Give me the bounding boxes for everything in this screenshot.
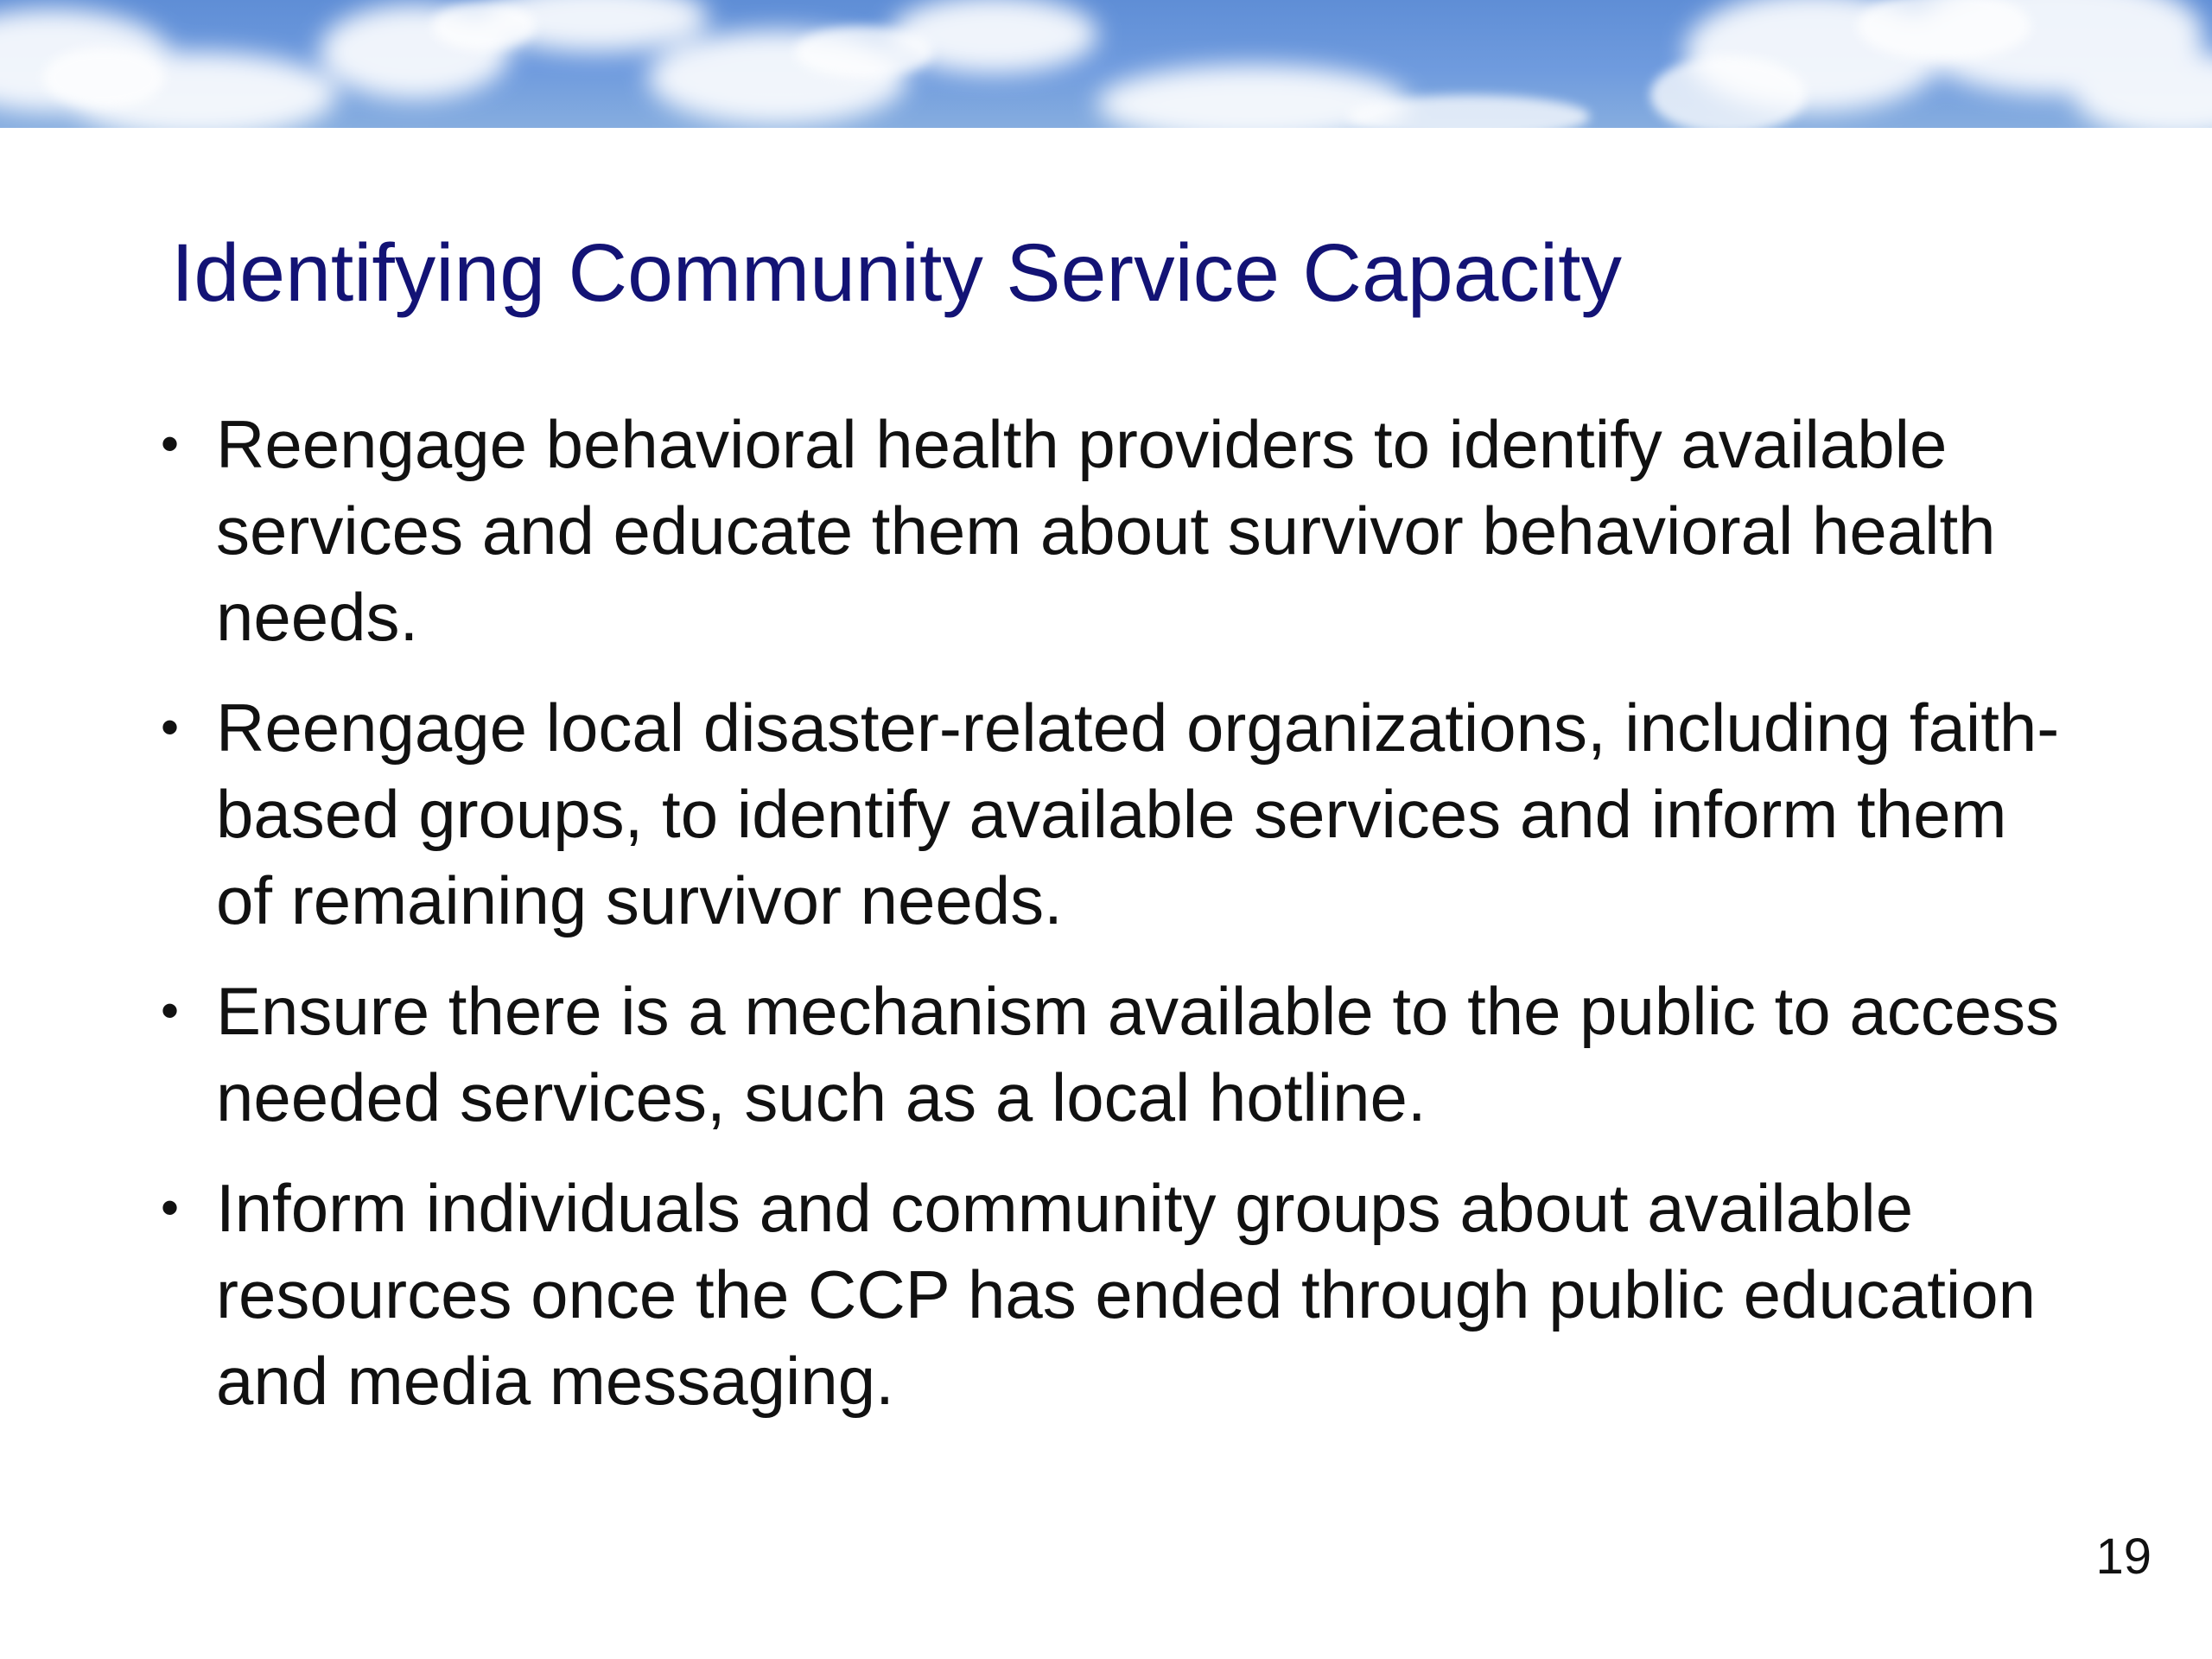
bullet-text: Reengage local disaster-related organizations, including faith-based groups, to identify available services and inform them of remaining survivor needs. [216, 690, 2060, 938]
bullet-item [154, 968, 2072, 1141]
bullet-glyph: • [161, 698, 180, 756]
page-number: 19 [2095, 1529, 2152, 1585]
sky-banner-image [0, 0, 2212, 128]
bullet-glyph: • [161, 415, 180, 473]
slide-title: Identifying Community Service Capacity [171, 227, 1623, 319]
clouds-graphic [0, 0, 2212, 128]
bullet-item [154, 684, 2072, 944]
bullet-glyph: • [161, 982, 180, 1039]
bullet-item [154, 1165, 2072, 1424]
bullet-text: Inform individuals and community groups about available resources once the CCP has ended through public education and media messaging. [216, 1170, 2036, 1419]
bullet-item [154, 401, 2072, 660]
bullet-glyph: • [161, 1179, 180, 1236]
bullet-list [154, 401, 2072, 1448]
bullet-text: Ensure there is a mechanism available to the public to access needed services, such as a local hotline. [216, 973, 2060, 1135]
bullet-text: Reengage behavioral health providers to identify available services and educate them about survivor behavioral health needs. [216, 406, 1996, 655]
